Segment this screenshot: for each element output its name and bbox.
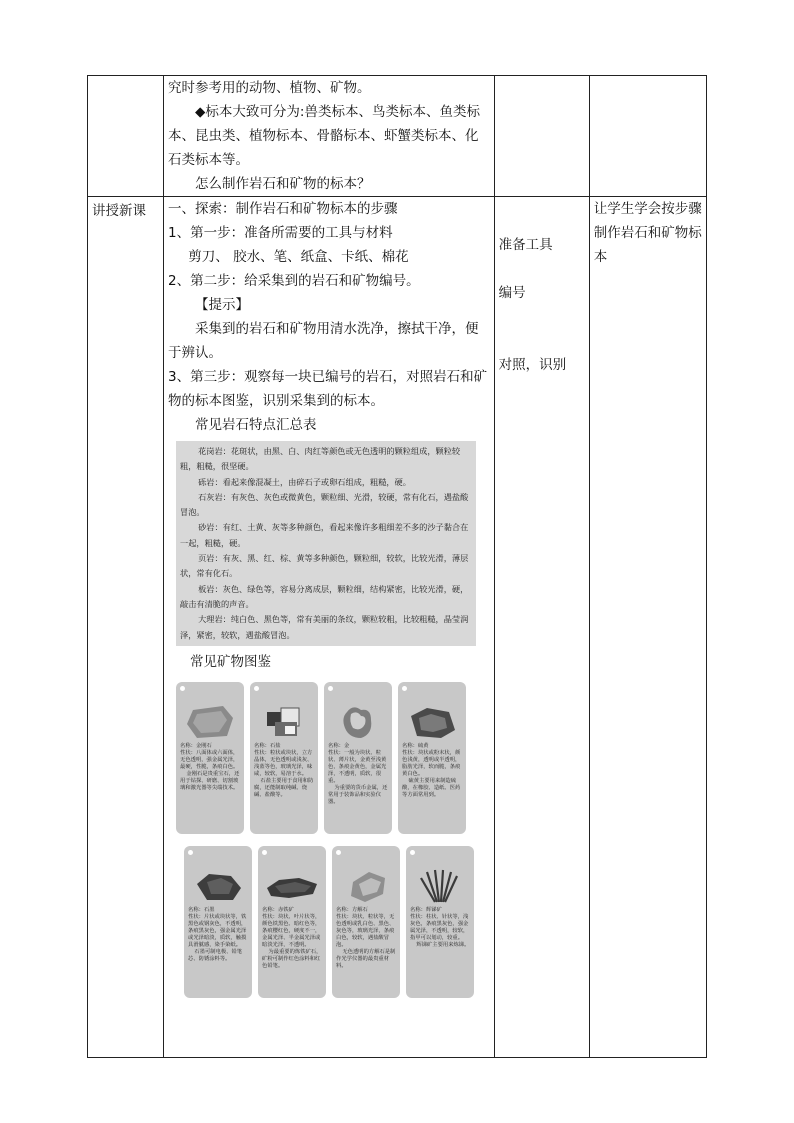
goal-cell-empty: [589, 76, 706, 197]
halite-picture: [257, 704, 311, 740]
lesson-table: [87, 75, 707, 1058]
rock-entry: 花岗岩：花斑状，由黑、白、肉红等颜色或无色透明的颗粒组成，颗粒较粗，粗糙，很坚硬。: [180, 446, 461, 472]
step-two: 2、第二步：给采集到的岩石和矿物编号。: [168, 273, 420, 289]
teaching-goal: 让学生学会按步骤制作岩石和矿物标本: [593, 201, 702, 265]
table-row: [88, 76, 707, 197]
table-row: [88, 197, 707, 1058]
rock-table-title: 常见岩石特点汇总表: [195, 417, 317, 433]
hint-text: 采集到的岩石和矿物用清水洗净，擦拭干净，便于辨认。: [168, 321, 479, 361]
mineral-card-gold: 名称：金 性状：一般为块状、粒状、薄片状，金黄至浅黄色，条痕金黄色，金属光泽，不透明，质软，很重。 为重要的货币金属，还常用于装饰品和实验仪器。: [324, 682, 392, 834]
mineral-guide: [176, 682, 476, 998]
activity-cell-empty: [494, 76, 589, 197]
goal-cell: [589, 197, 706, 1058]
mineral-card-graphite: 名称：石墨 性状：片状或块状等，铁黑色或钢灰色，不透明，条痕黑灰色，强金属光泽或光泽暗淡，质软，触摸具滑腻感，染手染纸。 石墨可制电极、铅笔芯、防锈涂料等。: [184, 846, 252, 998]
mineral-row: [176, 682, 476, 834]
rock-entry: 大理岩：纯白色、黑色等，常有美丽的条纹，颗粒较粗，比较粗糙，晶莹润泽，紧密，较软，遇盐酸冒泡。: [180, 614, 469, 640]
content-cell: [164, 76, 495, 197]
rock-entry: 砾岩：看起来像混凝土，由碎石子或卵石组成，粗糙，硬。: [198, 476, 411, 487]
activity-cell: [494, 197, 589, 1058]
rock-entry: 页岩：有灰、黑、红、棕、黄等多种颜色，颗粒细，较软，比较光滑，薄层状，常有化石。: [180, 553, 469, 579]
mineral-guide-title: 常见矿物图鉴: [190, 653, 272, 670]
section-cell-empty: [88, 76, 164, 197]
rock-entry: 板岩：灰色、绿色等，容易分离成层，颗粒细，结构紧密，比较光滑，硬，敲击有清脆的声音。: [180, 583, 469, 609]
activity-number: 编号: [498, 285, 526, 301]
activity-identify: 对照，识别: [498, 357, 567, 373]
mineral-card-halite: 名称：石盐 性状：粒状或块状，立方晶体，无色透明或浅灰、浅蓝等色，玻璃光泽，味咸，较软，易溶于水。 石盐主要用于食用和防腐，还能制取纯碱、烧碱、盐酸等。: [250, 682, 318, 834]
rock-summary-box: [176, 441, 476, 646]
question-text: 怎么制作岩石和矿物的标本？: [195, 176, 371, 192]
graphite-picture: [191, 868, 245, 904]
step-one: 1、第一步：准备所需要的工具与材料: [168, 225, 393, 241]
mineral-card-diamond: 名称：金刚石 性状：八面体或六面体，无色透明，强金属光泽，最硬，性脆，条痕白色。 金刚石是贵重宝石，还用于钻探、研磨、切割玻璃和激光器等尖端技术。: [176, 682, 244, 834]
sulfur-picture: [405, 704, 459, 740]
gold-picture: [331, 704, 385, 740]
section-label: 讲授新课: [92, 203, 146, 219]
step-three: 3、第三步：观察每一块已编号的岩石，对照岩石和矿物的标本图鉴，识别采集到的标本。: [168, 369, 488, 409]
hematite-picture: [265, 868, 319, 904]
explore-heading: 一、探索：制作岩石和矿物标本的步骤: [168, 201, 398, 217]
rock-entry: 石灰岩：有灰色、灰色或微黄色，颗粒细、光滑，较硬，常有化石，遇盐酸冒泡。: [180, 491, 469, 518]
section-cell: [88, 197, 164, 1058]
tools-list: 剪刀、 胶水、笔、纸盒、卡纸、棉花: [188, 249, 409, 265]
diamond-picture: [183, 704, 237, 740]
activity-prepare: 准备工具: [498, 237, 553, 253]
rock-entry: 砂岩：有红、土黄、灰等多种颜色，看起来像许多粗细差不多的沙子黏合在一起，粗糙，硬。: [180, 522, 469, 548]
calcite-picture: [339, 868, 393, 904]
hint-label: 【提示】: [195, 297, 250, 313]
mineral-card-hematite: 名称：赤铁矿 性状：块状、叶片状等，颜色铁黑色、暗红色等，条痕樱红色，硬度不一，金属光泽、半金属光泽或暗淡光泽，不透明。 为最重要的炼铁矿石，矿粉可制作红色涂料和红色铅笔。: [258, 846, 326, 998]
content-cell: [164, 197, 495, 1058]
text-line: 究时参考用的动物、植物、矿物。: [168, 80, 371, 96]
mineral-card-sulfur: 名称：硫黄 性状：块状或粉末状，颜色浅黄，透明或半透明，脂肪光泽，软而脆，条痕黄白色。 硫黄主要用来制造硫酸，在橡胶、造纸、医药等方面常用到。: [398, 682, 466, 834]
mineral-row: [176, 846, 476, 998]
stibnite-picture: [413, 868, 467, 904]
mineral-card-stibnite: 名称：辉锑矿 性状：柱状、针状等，浅灰色，条痕黑灰色，强金属光泽，不透明，较软，指甲可以划动，较重。 辉锑矿主要用来炼锑。: [406, 846, 474, 998]
specimen-types: ◆标本大致可分为:兽类标本、鸟类标本、鱼类标本、昆虫类、植物标本、骨骼标本、虾蟹类标本、化石类标本等。: [168, 104, 480, 168]
mineral-card-calcite: 名称：方解石 性状：块状、粒状等，无色透明或乳白色、黑色、灰色等，玻璃光泽，条痕白色，较软，遇盐酸冒泡。 无色透明的方解石是制作光学仪器的最贵重材料。: [332, 846, 400, 998]
